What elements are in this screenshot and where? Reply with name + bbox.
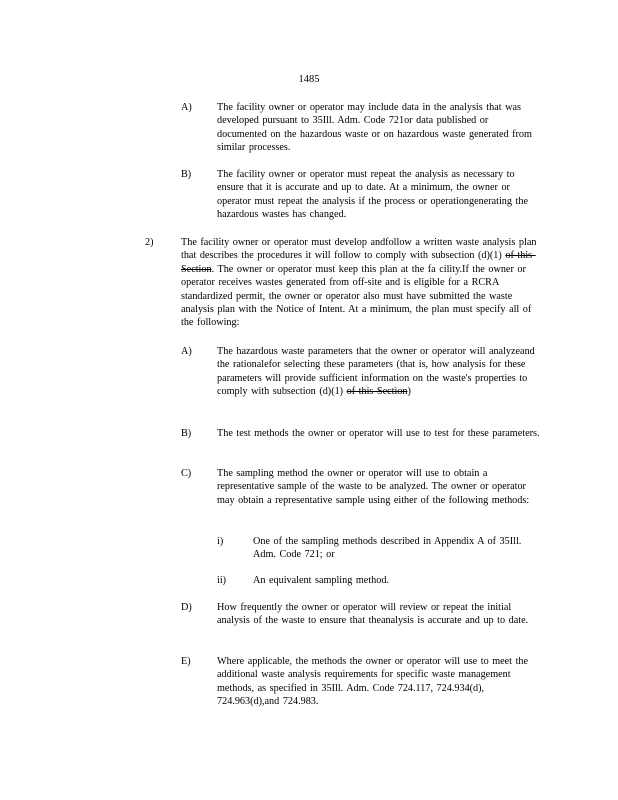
list-item-b [181, 168, 541, 222]
list-item-2e [181, 655, 541, 709]
item-text: Where applicable, the methods the owner or operator will use to meet the additional waste analysis requirements for specific waste management methods, as specified in 35Ill. Adm. Code 724.117, 724.934(d), 724.963(d),and 724.983. [217, 656, 532, 708]
item-label: B) [181, 169, 192, 180]
item-label: B) [181, 428, 192, 439]
item-text-part: The hazardous waste parameters that the owner or operator will analyzeand the rationalefor selecting these parameters (that is, how analysis for these parameters will provide sufficient information on the waste's properties to comply with subsection (d)(1) [217, 346, 539, 398]
item-text: One of the sampling methods described in Appendix A of 35Ill. Adm. Code 721; or [253, 536, 525, 561]
list-item-2 [145, 236, 541, 332]
item-label: A) [181, 346, 192, 357]
item-text-part: The facility owner or operator must develop andfollow a written waste analysis plan that describes the procedures it will follow to comply with subsection (d)(1) [181, 237, 540, 262]
list-item-2d [181, 601, 541, 641]
struck-text: of this Section [346, 386, 408, 398]
item-text: The test methods the owner or operator will use to test for these parameters. [217, 428, 540, 439]
item-label: i) [217, 536, 224, 547]
item-text [181, 236, 541, 330]
page-number: 1485 [298, 74, 320, 85]
item-label: C) [181, 468, 192, 479]
item-label: A) [181, 102, 192, 113]
sub-item-i [217, 535, 543, 562]
item-text: How frequently the owner or operator will review or repeat the initial analysis of the waste to ensure that theanalysis is accurate and up to date. [217, 602, 529, 627]
item-label: ii) [217, 575, 227, 586]
item-text [217, 345, 541, 399]
item-text: The facility owner or operator must repeat the analysis as necessary to ensure that it is accurate and up to date. At a minimum, the owner or operator must repeat the analysis if the process or operationgenerating the hazardous wastes has changed. [217, 169, 532, 221]
item-text: The facility owner or operator may include data in the analysis that was developed pursuant to 35Ill. Adm. Code 721or data published or documented on the hazardous waste or on hazardous waste generated from similar processes. [217, 102, 536, 154]
list-item-2b [181, 427, 541, 454]
list-item-2c [181, 467, 541, 521]
struck-text: of this Section [181, 250, 536, 275]
item-label: D) [181, 602, 192, 613]
item-label: E) [181, 656, 191, 667]
sub-item-ii [217, 574, 543, 588]
item-text: The sampling method the owner or operator will use to obtain a representative sample of the waste to be analyzed. The owner or operator may obtain a representative sample using either of the following methods: [217, 468, 530, 506]
list-item-a [181, 101, 541, 155]
list-item-2a [181, 345, 541, 413]
item-text: An equivalent sampling method. [253, 575, 389, 586]
item-label: 2) [145, 237, 154, 248]
item-text-part: ) [407, 386, 411, 398]
item-text-part: . The owner or operator must keep this plan at the fa cility.If the owner or operator receives wastes generated from off-site and is eligible for a RCRA standardized permit, the owner or operator also must have submitted the waste analysis plan with the Notice of Intent. At a minimum, the plan must specify all of the following: [181, 263, 535, 329]
